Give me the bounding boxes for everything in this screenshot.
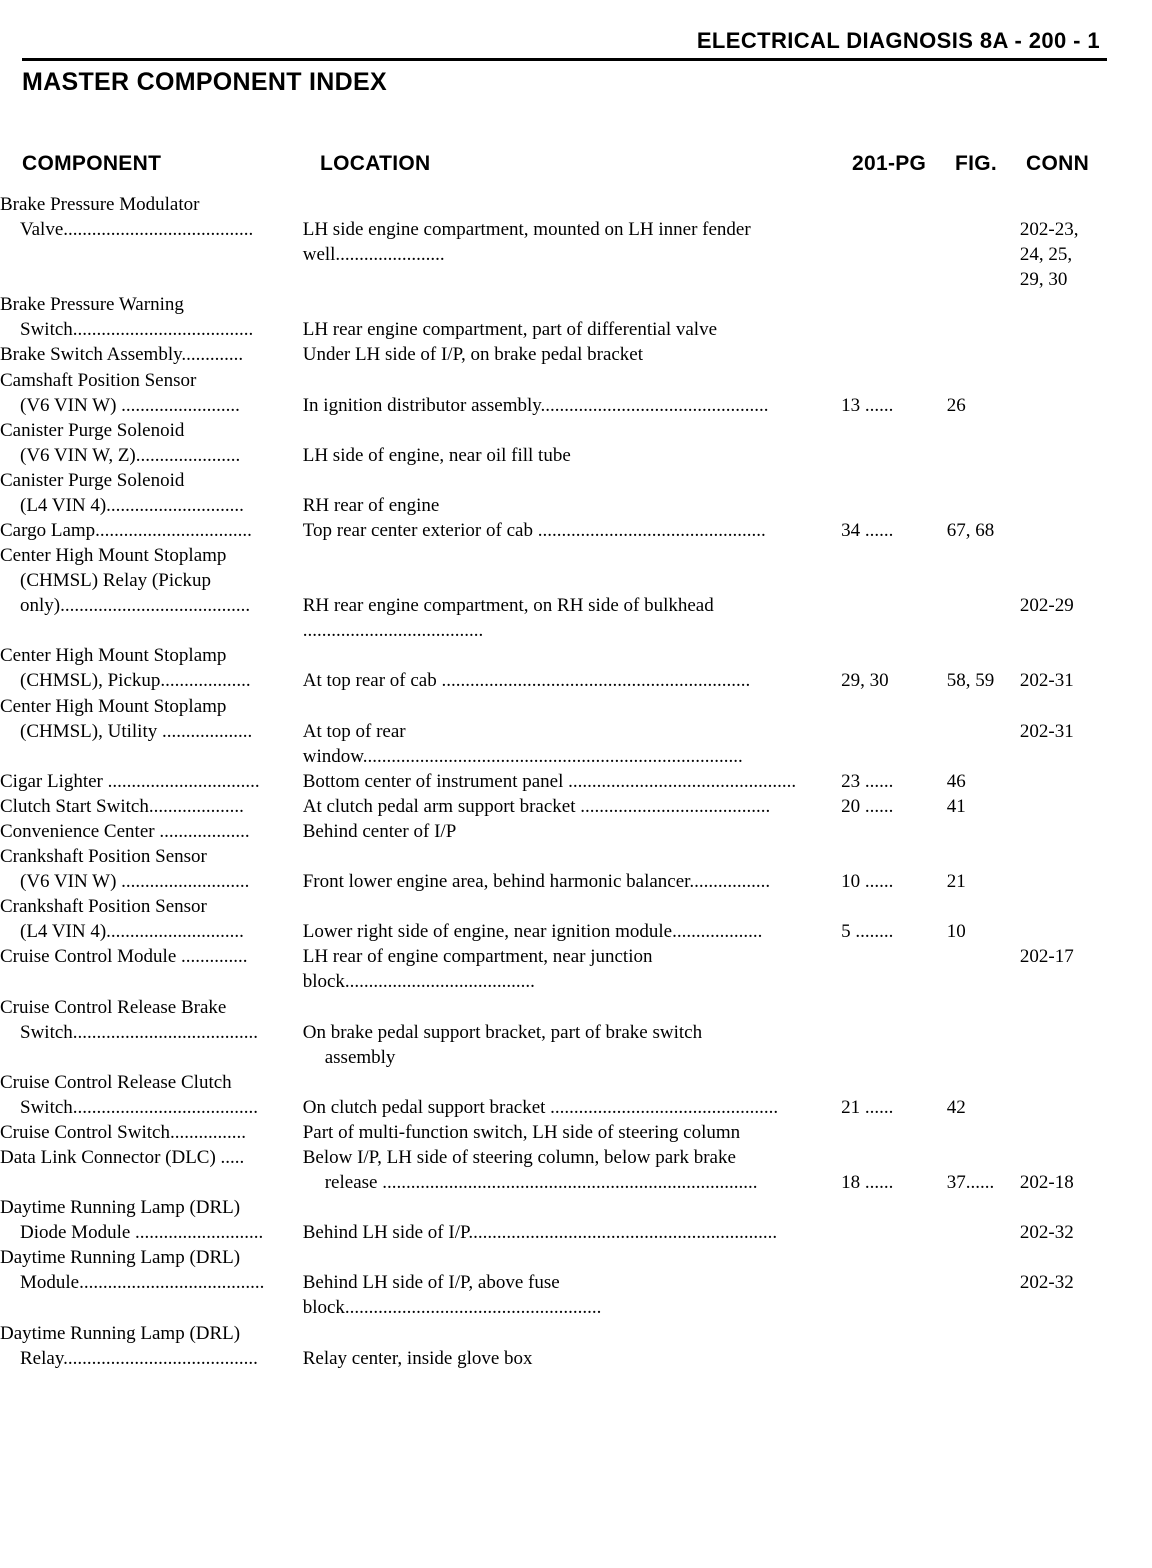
connector-ref-cell: [1020, 819, 1152, 844]
page-ref-value: 5 ........: [841, 921, 894, 943]
connector-ref-cell: [1020, 794, 1152, 819]
table-row: [0, 342, 1152, 367]
connector-ref-cell: [1020, 1195, 1152, 1245]
location-cell: [303, 995, 841, 1070]
component-name-line: Cruise Control Module ..............: [0, 946, 248, 968]
component-name-line: Center High Mount Stoplamp: [0, 545, 227, 567]
component-name-line: Cargo Lamp.................................: [0, 520, 252, 542]
connector-ref-cell: [1020, 192, 1152, 292]
component-name-line: (V6 VIN W, Z)......................: [20, 444, 241, 466]
location-line: Part of multi-function switch, LH side of steering column: [302, 1121, 741, 1143]
component-name-line: (V6 VIN W) ...........................: [20, 871, 250, 893]
component-name-line: Center High Mount Stoplamp: [0, 645, 227, 667]
connector-ref-cell: [1020, 844, 1152, 894]
page-ref-cell: [841, 894, 947, 944]
figure-ref-value: 10: [946, 921, 966, 943]
figure-ref-cell: [947, 1120, 1020, 1145]
component-name-line: Switch.......................................: [20, 1021, 259, 1043]
page-ref-value: 21 ......: [841, 1096, 894, 1118]
component-name-line: Diode Module ...........................: [20, 1222, 264, 1244]
header-rule: [22, 58, 1107, 61]
figure-ref-cell: [947, 192, 1020, 292]
component-name-cell: [0, 468, 303, 518]
component-name-cell: [0, 819, 303, 844]
table-row: [0, 1070, 1152, 1120]
location-cell: [303, 1321, 841, 1371]
connector-ref-value: 202-31: [1019, 720, 1074, 742]
connector-ref-cell: [1020, 694, 1152, 769]
figure-ref-cell: [947, 468, 1020, 518]
table-row: [0, 643, 1152, 693]
page-ref-cell: [841, 643, 947, 693]
page-ref-cell: [841, 1145, 947, 1195]
location-cell: [303, 1145, 841, 1195]
figure-ref-cell: [947, 694, 1020, 769]
component-name-cell: [0, 1120, 303, 1145]
location-line: Relay center, inside glove box: [302, 1347, 533, 1369]
location-line: Lower right side of engine, near ignition module...................: [302, 921, 763, 943]
component-name-line: Brake Pressure Modulator: [0, 194, 200, 215]
table-row: [0, 192, 1152, 292]
figure-ref-cell: [947, 995, 1020, 1070]
location-cell: [303, 368, 841, 418]
page-ref-cell: [841, 468, 947, 518]
component-name-line: Data Link Connector (DLC) .....: [0, 1146, 245, 1168]
figure-ref-cell: [947, 1195, 1020, 1245]
figure-ref-cell: [947, 894, 1020, 944]
connector-ref-value: 24, 25,: [1019, 244, 1073, 266]
component-name-line: Convenience Center ...................: [0, 820, 250, 842]
connector-ref-cell: [1020, 769, 1152, 794]
figure-ref-cell: [947, 1245, 1020, 1320]
page-ref-cell: [841, 418, 947, 468]
component-name-line: Switch......................................: [20, 319, 254, 341]
location-line: At clutch pedal arm support bracket ........................................: [302, 795, 771, 817]
page-ref-cell: [841, 819, 947, 844]
figure-ref-cell: [947, 518, 1020, 543]
location-line: At top of rear window................................................................................: [302, 720, 743, 767]
component-name-cell: [0, 1070, 303, 1120]
column-header-pg: 201-PG: [852, 152, 927, 175]
component-name-line: Canister Purge Solenoid: [0, 419, 185, 441]
location-line: RH rear of engine: [302, 494, 440, 516]
table-row: [0, 894, 1152, 944]
location-line: Under LH side of I/P, on brake pedal bracket: [302, 344, 644, 366]
connector-ref-cell: [1020, 1245, 1152, 1320]
figure-ref-cell: [947, 844, 1020, 894]
location-line: Bottom center of instrument panel ................................................: [302, 770, 797, 792]
page-ref-cell: [841, 1120, 947, 1145]
component-name-cell: [0, 643, 303, 693]
location-cell: [303, 844, 841, 894]
component-name-line: (L4 VIN 4).............................: [20, 921, 244, 943]
location-cell: [303, 769, 841, 794]
location-line: Behind LH side of I/P.................................................................: [302, 1222, 778, 1244]
component-name-line: Cigar Lighter ................................: [0, 770, 260, 792]
figure-ref-cell: [947, 342, 1020, 367]
connector-ref-cell: [1020, 418, 1152, 468]
component-name-cell: [0, 543, 303, 643]
figure-ref-cell: [947, 1070, 1020, 1120]
page-ref-cell: [841, 794, 947, 819]
page-ref-cell: [841, 368, 947, 418]
location-line: On brake pedal support bracket, part of brake switch: [302, 1021, 703, 1043]
component-name-line: (CHMSL), Utility ...................: [20, 720, 253, 742]
table-row: [0, 368, 1152, 418]
figure-ref-value: 42: [946, 1096, 966, 1118]
component-name-line: Clutch Start Switch....................: [0, 795, 244, 817]
location-cell: [303, 1245, 841, 1320]
table-row: [0, 468, 1152, 518]
component-name-cell: [0, 292, 303, 342]
component-name-line: Crankshaft Position Sensor: [0, 896, 207, 918]
page-ref-cell: [841, 518, 947, 543]
connector-ref-value: 29, 30: [1019, 269, 1068, 291]
page-ref-value: 18 ......: [841, 1172, 894, 1194]
page-ref-cell: [841, 543, 947, 643]
location-cell: [303, 192, 841, 292]
component-name-cell: [0, 794, 303, 819]
table-row: [0, 292, 1152, 342]
figure-ref-cell: [947, 1145, 1020, 1195]
figure-ref-value: 46: [946, 770, 966, 792]
location-line: In ignition distributor assembly................................................: [302, 394, 769, 416]
location-line: Below I/P, LH side of steering column, below park brake: [302, 1146, 736, 1168]
connector-ref-cell: [1020, 368, 1152, 418]
figure-ref-cell: [947, 368, 1020, 418]
connector-ref-value: 202-18: [1019, 1172, 1074, 1194]
table-row: [0, 518, 1152, 543]
location-cell: [303, 1195, 841, 1245]
table-row: [0, 1321, 1152, 1371]
location-cell: [303, 643, 841, 693]
location-cell: [303, 819, 841, 844]
table-row: [0, 1195, 1152, 1245]
location-cell: [303, 1120, 841, 1145]
page-ref-cell: [841, 844, 947, 894]
component-name-line: only)........................................: [20, 595, 251, 617]
figure-ref-cell: [947, 769, 1020, 794]
figure-ref-cell: [947, 944, 1020, 994]
component-name-cell: [0, 1245, 303, 1320]
location-line: Behind center of I/P: [302, 820, 457, 842]
component-name-cell: [0, 418, 303, 468]
page-ref-cell: [841, 1070, 947, 1120]
page-ref-value: 13 ......: [841, 394, 894, 416]
connector-ref-value: 202-31: [1019, 670, 1074, 692]
connector-ref-cell: [1020, 944, 1152, 994]
connector-ref-cell: [1020, 643, 1152, 693]
component-name-line: Daytime Running Lamp (DRL): [0, 1247, 241, 1269]
component-name-cell: [0, 694, 303, 769]
connector-ref-value: 202-32: [1019, 1222, 1074, 1244]
connector-ref-cell: [1020, 995, 1152, 1070]
location-line: LH side engine compartment, mounted on LH inner fender well.......................: [302, 219, 756, 266]
table-row: [0, 944, 1152, 994]
component-name-line: Daytime Running Lamp (DRL): [0, 1197, 241, 1219]
connector-ref-value: 202-32: [1019, 1272, 1074, 1294]
component-name-cell: [0, 844, 303, 894]
column-header-conn: CONN: [1026, 152, 1090, 175]
component-name-line: Cruise Control Switch................: [0, 1121, 246, 1143]
figure-ref-cell: [947, 819, 1020, 844]
component-name-line: Brake Pressure Warning: [0, 294, 184, 316]
table-row: [0, 543, 1152, 643]
connector-ref-value: 202-29: [1019, 595, 1074, 617]
component-name-line: Center High Mount Stoplamp: [0, 695, 227, 717]
component-name-cell: [0, 192, 303, 292]
connector-ref-cell: [1020, 468, 1152, 518]
page-ref-cell: [841, 1245, 947, 1320]
component-name-line: Module.......................................: [20, 1272, 265, 1294]
column-header-fig: FIG.: [955, 152, 998, 175]
table-row: [0, 769, 1152, 794]
connector-ref-cell: [1020, 292, 1152, 342]
connector-ref-cell: [1020, 1070, 1152, 1120]
page-ref-value: 10 ......: [841, 871, 894, 893]
location-line: At top rear of cab .................................................................: [302, 670, 751, 692]
page-ref-cell: [841, 769, 947, 794]
component-name-cell: [0, 995, 303, 1070]
figure-ref-cell: [947, 543, 1020, 643]
location-cell: [303, 543, 841, 643]
location-cell: [303, 468, 841, 518]
location-line: On clutch pedal support bracket ................................................: [302, 1096, 779, 1118]
figure-ref-value: 41: [946, 795, 966, 817]
table-row: [0, 694, 1152, 769]
figure-ref-cell: [947, 292, 1020, 342]
component-name-line: Switch.......................................: [20, 1096, 259, 1118]
page-ref-value: 34 ......: [841, 520, 894, 542]
component-name-line: Cruise Control Release Clutch: [0, 1071, 232, 1093]
figure-ref-value: 58, 59: [946, 670, 995, 692]
component-name-line: Canister Purge Solenoid: [0, 469, 185, 491]
location-line: release ...............................................................................: [324, 1172, 758, 1194]
figure-ref-cell: [947, 1321, 1020, 1371]
component-index-table: [0, 192, 1152, 1371]
page-ref-value: 29, 30: [841, 670, 889, 692]
location-cell: [303, 894, 841, 944]
table-row: [0, 794, 1152, 819]
page-title: MASTER COMPONENT INDEX: [22, 68, 387, 96]
location-cell: [303, 694, 841, 769]
page-ref-cell: [841, 292, 947, 342]
page-ref-cell: [841, 192, 947, 292]
page-ref-cell: [841, 1321, 947, 1371]
connector-ref-cell: [1020, 1120, 1152, 1145]
component-name-cell: [0, 944, 303, 994]
figure-ref-cell: [947, 643, 1020, 693]
table-row: [0, 1245, 1152, 1320]
connector-ref-cell: [1020, 1321, 1152, 1371]
component-name-cell: [0, 769, 303, 794]
location-cell: [303, 342, 841, 367]
location-line: assembly: [324, 1046, 396, 1068]
component-name-cell: [0, 1145, 303, 1195]
connector-ref-value: 202-17: [1019, 946, 1074, 968]
location-line: Front lower engine area, behind harmonic balancer.................: [302, 871, 771, 893]
table-row: [0, 1145, 1152, 1195]
column-header-location: LOCATION: [320, 152, 431, 175]
component-name-line: (L4 VIN 4).............................: [20, 494, 244, 516]
table-row: [0, 844, 1152, 894]
location-cell: [303, 944, 841, 994]
location-line: LH rear engine compartment, part of differential valve: [302, 319, 718, 341]
location-cell: [303, 418, 841, 468]
location-cell: [303, 292, 841, 342]
location-cell: [303, 794, 841, 819]
component-name-cell: [0, 894, 303, 944]
page-ref-value: 20 ......: [841, 795, 894, 817]
figure-ref-value: 67, 68: [946, 520, 995, 542]
location-line: LH rear of engine compartment, near junction block........................................: [302, 946, 658, 993]
component-name-cell: [0, 518, 303, 543]
figure-ref-value: 37......: [946, 1172, 995, 1194]
component-name-line: (CHMSL), Pickup...................: [20, 670, 251, 692]
page-ref-value: 23 ......: [841, 770, 894, 792]
page-ref-cell: [841, 342, 947, 367]
page-ref-cell: [841, 944, 947, 994]
component-name-cell: [0, 368, 303, 418]
component-name-line: Daytime Running Lamp (DRL): [0, 1322, 241, 1344]
table-row: [0, 995, 1152, 1070]
connector-ref-cell: [1020, 894, 1152, 944]
connector-ref-value: 202-23,: [1019, 219, 1079, 241]
component-name-line: Cruise Control Release Brake: [0, 996, 227, 1018]
figure-ref-value: 21: [946, 871, 966, 893]
page-ref-cell: [841, 1195, 947, 1245]
table-row: [0, 1120, 1152, 1145]
component-name-line: Relay.........................................: [20, 1347, 258, 1369]
column-header-component: COMPONENT: [22, 152, 162, 175]
location-line: LH side of engine, near oil fill tube: [302, 444, 571, 466]
connector-ref-cell: [1020, 342, 1152, 367]
figure-ref-value: 26: [946, 394, 966, 416]
table-row: [0, 418, 1152, 468]
location-line: Top rear center exterior of cab ................................................: [302, 520, 766, 542]
figure-ref-cell: [947, 418, 1020, 468]
connector-ref-cell: [1020, 1145, 1152, 1195]
component-name-cell: [0, 1321, 303, 1371]
component-name-cell: [0, 342, 303, 367]
component-name-line: Crankshaft Position Sensor: [0, 846, 207, 868]
location-cell: [303, 1070, 841, 1120]
component-name-line: Camshaft Position Sensor: [0, 369, 197, 391]
component-name-line: (CHMSL) Relay (Pickup: [20, 570, 212, 592]
component-name-line: Brake Switch Assembly.............: [0, 344, 244, 366]
component-name-line: (V6 VIN W) .........................: [20, 394, 240, 416]
figure-ref-cell: [947, 794, 1020, 819]
location-line: RH rear engine compartment, on RH side of bulkhead ......................................: [302, 595, 719, 642]
component-name-line: Valve........................................: [20, 219, 254, 241]
location-cell: [303, 518, 841, 543]
connector-ref-cell: [1020, 518, 1152, 543]
running-head: ELECTRICAL DIAGNOSIS 8A - 200 - 1: [696, 28, 1100, 53]
table-row: [0, 819, 1152, 844]
location-line: Behind LH side of I/P, above fuse block......................................................: [302, 1272, 602, 1319]
page-ref-cell: [841, 694, 947, 769]
connector-ref-cell: [1020, 543, 1152, 643]
page-ref-cell: [841, 995, 947, 1070]
component-name-cell: [0, 1195, 303, 1245]
